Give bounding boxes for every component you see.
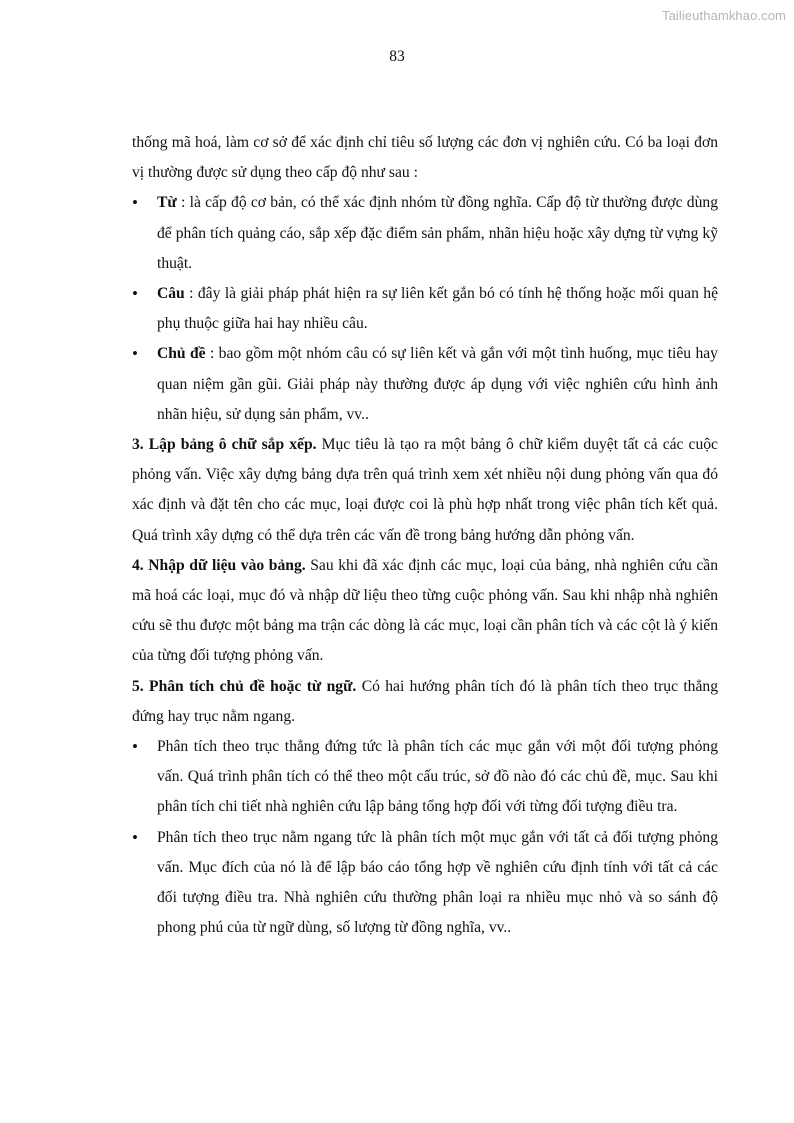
list-item: • Phân tích theo trục nằm ngang tức là phân tích một mục gắn với tất cả đối tượng phỏng vấn. Mục đích của nó là để lập báo cáo tổng hợp về nghiên cứu định tính với tất cả các đối tượng điều tra. Nhà nghiên cứu thường phân loại ra nhiều mục nhỏ và so sánh độ phong phú của từ ngữ dùng, số lượng từ đồng nghĩa, vv.. bbox=[132, 823, 718, 944]
step-3-text: Mục tiêu là tạo ra một bảng ô chữ kiểm duyệt tất cả các cuộc phỏng vấn. Việc xây dựng bảng dựa trên quá trình xem xét nhiều nội dung phỏng vấn qua đó xác định và đặt tên cho các mục, loại được coi là phù hợp nhất trong việc phân tích kết quả. Quá trình xây dựng có thể dựa trên các vấn đề trong bảng hướng dẫn phỏng vấn. bbox=[132, 436, 718, 544]
page-number: 83 bbox=[389, 48, 405, 65]
unit-term: Chủ đề bbox=[157, 345, 206, 363]
list-item: • Phân tích theo trục thẳng đứng tức là phân tích các mục gắn với một đối tượng phỏng vấn. Quá trình phân tích có thể theo một cấu trúc, sở đồ nào đó các chủ đề, mục. Sau khi phân tích chi tiết nhà nghiên cứu lập bảng tổng hợp đối với từng đối tượng điều tra. bbox=[132, 732, 718, 823]
unit-term: Từ bbox=[157, 194, 177, 212]
step-4-paragraph bbox=[132, 551, 718, 672]
list-item bbox=[132, 339, 718, 430]
unit-description: : là cấp độ cơ bản, có thể xác định nhóm từ đồng nghĩa. Cấp độ từ thường được dùng để phân tích quảng cáo, sắp xếp đặc điểm sản phẩm, nhãn hiệu hoặc xây dựng từ vựng kỹ thuật. bbox=[157, 194, 718, 272]
list-item bbox=[132, 188, 718, 279]
watermark: Tailieuthamkhao.com bbox=[661, 8, 786, 23]
step-3-heading: 3. Lập bảng ô chữ sắp xếp. bbox=[132, 436, 317, 454]
step-3-paragraph bbox=[132, 430, 718, 551]
analysis-list bbox=[132, 732, 718, 943]
step-5-text: Có hai hướng phân tích đó là phân tích theo trục thẳng đứng hay trục nằm ngang. bbox=[132, 677, 718, 725]
unit-list bbox=[132, 188, 718, 430]
step-4-text: Sau khi đã xác định các mục, loại của bảng, nhà nghiên cứu cần mã hoá các loại, mục đó và nhập dữ liệu theo từng cuộc phỏng vấn. Sau khi nhập nhà nghiên cứu sẽ thu được một bảng ma trận các dòng là các mục, loại cần phân tích và các cột là ý kiến của từng đối tượng phỏng vấn. bbox=[132, 556, 719, 665]
step-5-paragraph bbox=[132, 672, 718, 732]
list-item bbox=[132, 279, 718, 339]
unit-term: Câu bbox=[157, 285, 185, 303]
unit-description: : đây là giải pháp phát hiện ra sự liên kết gắn bó có tính hệ thống hoặc mối quan hệ phụ thuộc giữa hai hay nhiều câu. bbox=[157, 285, 718, 333]
intro-paragraph: thống mã hoá, làm cơ sở để xác định chỉ tiêu số lượng các đơn vị nghiên cứu. Có ba loại đơn vị thường được sử dụng theo cấp độ như sau : bbox=[132, 134, 718, 182]
unit-description: : bao gồm một nhóm câu có sự liên kết và gắn với một tình huống, mục tiêu hay quan niệm gần gũi. Giải pháp này thường được áp dụng với việc nghiên cứu hình ảnh nhãn hiệu, sử dụng sản phẩm, vv.. bbox=[157, 345, 718, 423]
step-5-heading: 5. Phân tích chủ đề hoặc từ ngữ. bbox=[132, 677, 357, 695]
page-content bbox=[132, 128, 718, 943]
step-4-heading: 4. Nhập dữ liệu vào bảng. bbox=[132, 556, 306, 574]
